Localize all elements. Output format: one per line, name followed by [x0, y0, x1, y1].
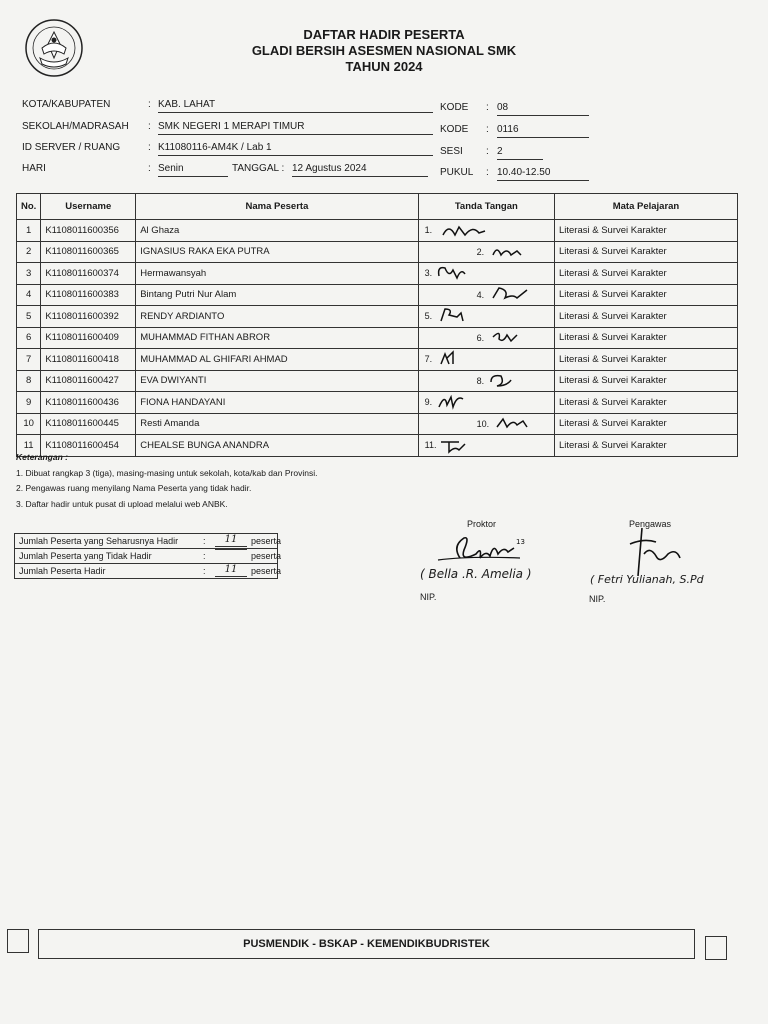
pengawas-signature: [620, 524, 700, 580]
row-no: 5: [17, 306, 41, 328]
participant-signature: [489, 243, 539, 261]
row-nama: Resti Amanda: [136, 413, 418, 435]
pengawas-label: Pengawas: [629, 519, 672, 529]
row-username: K1108011600418: [41, 349, 136, 371]
participant-signature: [435, 393, 485, 411]
row-signature-cell: [418, 327, 554, 349]
row-no: 9: [17, 392, 41, 414]
participant-signature: [439, 221, 489, 239]
summary-row-present: [15, 564, 282, 578]
pukul-colon: :: [486, 167, 489, 178]
row-username: K1108011600409: [41, 327, 136, 349]
kota-value: KAB. LAHAT: [158, 99, 433, 113]
header-mata-pelajaran: Mata Pelajaran: [554, 194, 737, 220]
row-no: 11: [17, 435, 41, 457]
row-mata-pelajaran: Literasi & Survei Karakter: [554, 263, 737, 285]
row-mata-pelajaran: Literasi & Survei Karakter: [554, 284, 737, 306]
title-line-2: GLADI BERSIH ASESMEN NASIONAL SMK: [251, 43, 517, 58]
summary-unit: peserta: [251, 536, 282, 546]
row-no: 3: [17, 263, 41, 285]
footer-right-box: [705, 936, 727, 960]
row-no: 7: [17, 349, 41, 371]
table-row: [17, 220, 738, 242]
row-signature-cell: [418, 284, 554, 306]
summary-count: 11: [215, 534, 247, 547]
hari-colon: :: [148, 163, 151, 174]
signature-number: 3.: [424, 268, 433, 278]
proktor-nip: NIP.: [420, 592, 437, 602]
row-no: 4: [17, 284, 41, 306]
row-no: 8: [17, 370, 41, 392]
kode1-value: 08: [497, 102, 589, 116]
summary-count: [215, 549, 247, 550]
pengawas-name: ( Fetri Yulianah, S.Pd: [590, 573, 704, 586]
header-no: No.: [17, 194, 41, 220]
participant-signature: [435, 264, 485, 282]
row-mata-pelajaran: Literasi & Survei Karakter: [554, 370, 737, 392]
proktor-signature: [430, 528, 540, 568]
summary-label: Jumlah Peserta Hadir: [19, 566, 106, 576]
signature-number: 4.: [476, 289, 485, 300]
row-username: K1108011600454: [41, 435, 136, 457]
row-username: K1108011600374: [41, 263, 136, 285]
signature-number: 7.: [424, 354, 433, 364]
kode2-label: KODE: [440, 124, 469, 135]
summary-label: Jumlah Peserta yang Seharusnya Hadir: [19, 536, 179, 546]
participant-signature: [487, 372, 537, 390]
row-nama: FIONA HANDAYANI: [136, 392, 418, 414]
kode1-colon: :: [486, 102, 489, 113]
row-nama: Hermawansyah: [136, 263, 418, 285]
row-username: K1108011600383: [41, 284, 136, 306]
kode2-colon: :: [486, 124, 489, 135]
row-mata-pelajaran: Literasi & Survei Karakter: [554, 392, 737, 414]
sesi-label: SESI: [440, 146, 463, 157]
row-mata-pelajaran: Literasi & Survei Karakter: [554, 349, 737, 371]
notes: [16, 450, 317, 512]
row-no: 2: [17, 241, 41, 263]
row-signature-cell: [418, 241, 554, 263]
kota-colon: :: [148, 99, 151, 110]
sesi-value: 2: [497, 146, 543, 160]
row-mata-pelajaran: Literasi & Survei Karakter: [554, 220, 737, 242]
row-signature-cell: [418, 220, 554, 242]
sekolah-label: SEKOLAH/MADRASAH: [22, 121, 129, 132]
summary-box: [14, 533, 282, 579]
row-username: K1108011600436: [41, 392, 136, 414]
participant-signature: [437, 307, 487, 325]
table-row: [17, 241, 738, 263]
table-row: [17, 327, 738, 349]
row-mata-pelajaran: Literasi & Survei Karakter: [554, 327, 737, 349]
note-1: 1. Dibuat rangkap 3 (tiga), masing-masing untuk sekolah, kota/kab dan Provinsi.: [16, 467, 318, 478]
row-no: 1: [17, 220, 41, 242]
participant-signature: [437, 350, 487, 368]
title-line-3: TAHUN 2024: [345, 59, 423, 74]
signature-number: 9.: [424, 397, 433, 407]
row-signature-cell: [418, 435, 554, 457]
kota-label: KOTA/KABUPATEN: [22, 99, 111, 110]
row-username: K1108011600365: [41, 241, 136, 263]
attendance-table: [16, 193, 738, 457]
table-row: [17, 370, 738, 392]
row-signature-cell: [418, 306, 554, 328]
pukul-label: PUKUL: [440, 167, 474, 178]
summary-count: 11: [215, 564, 247, 577]
signature-number: 1.: [424, 225, 433, 235]
participant-signature: [493, 415, 543, 433]
note-2: 2. Pengawas ruang menyilang Nama Peserta yang tidak hadir.: [16, 483, 252, 493]
row-nama: MUHAMMAD FITHAN ABROR: [136, 327, 418, 349]
footer-left-box: [7, 929, 29, 953]
signature-number: 11.: [424, 440, 437, 450]
row-no: 10: [17, 413, 41, 435]
sekolah-value: SMK NEGERI 1 MERAPI TIMUR: [158, 121, 433, 135]
pengawas-nip: NIP.: [589, 594, 606, 604]
proktor-name: ( Bella .R. Amelia ): [420, 567, 532, 581]
row-username: K1108011600356: [41, 220, 136, 242]
row-mata-pelajaran: Literasi & Survei Karakter: [554, 241, 737, 263]
row-username: K1108011600445: [41, 413, 136, 435]
summary-row-absent: [15, 549, 282, 564]
server-label: ID SERVER / RUANG: [22, 142, 121, 153]
summary-unit: peserta: [251, 551, 282, 561]
hari-value: Senin: [158, 163, 228, 177]
participant-signature: [489, 329, 539, 347]
pukul-value: 10.40-12.50: [497, 167, 589, 181]
summary-colon: :: [203, 551, 206, 561]
table-row: [17, 349, 738, 371]
signature-number: 8.: [476, 375, 485, 386]
summary-label: Jumlah Peserta yang Tidak Hadir: [19, 551, 152, 561]
sekolah-colon: :: [148, 121, 151, 132]
table-row: [17, 263, 738, 285]
signature-number: 6.: [476, 332, 485, 343]
kode2-value: 0116: [497, 124, 589, 138]
row-nama: RENDY ARDIANTO: [136, 306, 418, 328]
summary-unit: peserta: [251, 566, 282, 576]
row-signature-cell: [418, 392, 554, 414]
kode1-label: KODE: [440, 102, 469, 113]
participant-signature: [489, 286, 539, 304]
row-nama: EVA DWIYANTI: [136, 370, 418, 392]
row-username: K1108011600392: [41, 306, 136, 328]
table-header-row: [17, 194, 738, 220]
svg-text:13: 13: [516, 538, 525, 546]
signature-number: 5.: [424, 311, 433, 321]
row-signature-cell: [418, 349, 554, 371]
signature-number: 2.: [476, 246, 485, 257]
row-nama: MUHAMMAD AL GHIFARI AHMAD: [136, 349, 418, 371]
participant-signature: [437, 436, 487, 454]
row-nama: Al Ghaza: [136, 220, 418, 242]
table-row: [17, 284, 738, 306]
row-mata-pelajaran: Literasi & Survei Karakter: [554, 306, 737, 328]
row-username: K1108011600427: [41, 370, 136, 392]
summary-colon: :: [203, 566, 206, 576]
summary-row-expected: [15, 534, 282, 549]
row-nama: CHEALSE BUNGA ANANDRA: [136, 435, 418, 457]
header-tanda-tangan: Tanda Tangan: [418, 194, 554, 220]
hari-label: HARI: [22, 163, 46, 174]
title-line-1: DAFTAR HADIR PESERTA: [303, 27, 465, 42]
row-mata-pelajaran: Literasi & Survei Karakter: [554, 413, 737, 435]
table-row: [17, 306, 738, 328]
row-signature-cell: [418, 413, 554, 435]
tanggal-label: TANGGAL :: [232, 163, 285, 174]
table-row: [17, 413, 738, 435]
notes-heading: Keterangan :: [16, 452, 68, 462]
summary-colon: :: [203, 536, 206, 546]
row-no: 6: [17, 327, 41, 349]
row-signature-cell: [418, 370, 554, 392]
signature-number: 10.: [476, 418, 490, 429]
server-value: K11080116-AM4K / Lab 1: [158, 142, 433, 156]
proktor-label: Proktor: [467, 519, 497, 529]
footer-banner: PUSMENDIK - BSKAP - KEMENDIKBUDRISTEK: [38, 929, 695, 959]
tanggal-value: 12 Agustus 2024: [292, 163, 428, 177]
header-nama: Nama Peserta: [136, 194, 418, 220]
sesi-colon: :: [486, 146, 489, 157]
table-row: [17, 392, 738, 414]
row-nama: Bintang Putri Nur Alam: [136, 284, 418, 306]
note-3: 3. Daftar hadir untuk pusat di upload melalui web ANBK.: [16, 498, 228, 509]
server-colon: :: [148, 142, 151, 153]
header-username: Username: [41, 194, 136, 220]
row-mata-pelajaran: Literasi & Survei Karakter: [554, 435, 737, 457]
row-nama: IGNASIUS RAKA EKA PUTRA: [136, 241, 418, 263]
row-signature-cell: [418, 263, 554, 285]
